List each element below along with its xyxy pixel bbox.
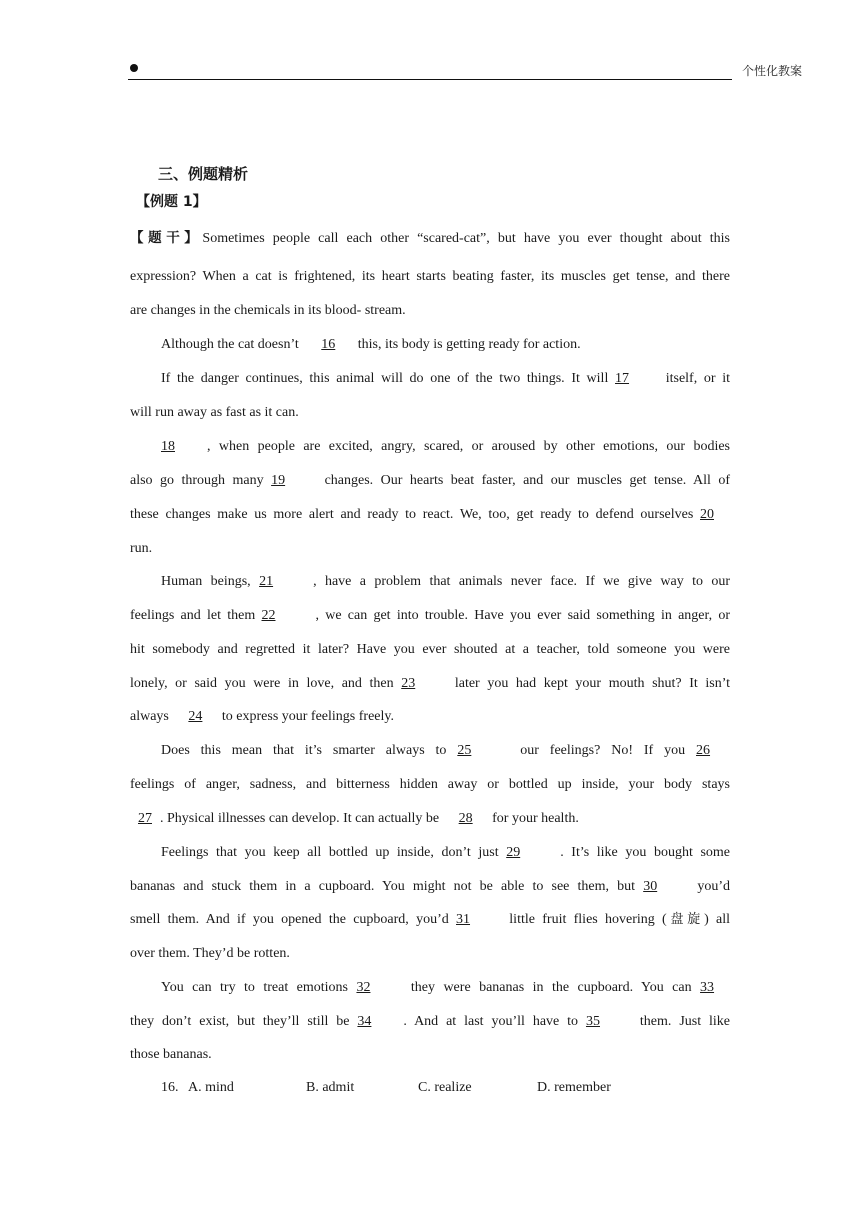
blank-27: 27: [138, 811, 152, 826]
page-header: [128, 60, 802, 82]
passage-line-25: those bananas.: [130, 1047, 212, 1062]
option-b[interactable]: B. admit: [306, 1080, 355, 1095]
bullet-dot-icon: [130, 64, 138, 72]
blank-22: 22: [261, 608, 276, 623]
section-title: 三、例题精析: [158, 165, 249, 183]
passage-line-13: hit somebody and regretted it later? Have you ever shouted at a teacher, told someone you were: [130, 642, 730, 657]
passage-line-18: 27 . Physical illnesses can develop. It can actually be 28 for your health.: [130, 810, 730, 828]
blank-16: 16: [321, 337, 336, 352]
passage-line-14: lonely, or said you were in love, and then 23 later you had kept your mouth shut? It isn’t: [130, 676, 731, 691]
passage-line-4: Although the cat doesn’t 16 this, its body is getting ready for action.: [161, 337, 581, 352]
stem-label: 【题干】: [130, 230, 203, 246]
passage-line-19: Feelings that you keep all bottled up inside, don’t just 29 . It’s like you bought some: [161, 845, 730, 860]
passage-line-9: these changes make us more alert and ready to react. We, too, get ready to defend ourselves 20: [130, 506, 730, 524]
question-16-options: [161, 1079, 721, 1097]
question-number: 16.: [161, 1080, 179, 1095]
blank-23: 23: [401, 676, 416, 691]
passage-line-22: over them. They’d be rotten.: [130, 946, 290, 961]
blank-18: 18: [161, 439, 175, 454]
blank-20: 20: [700, 507, 714, 522]
passage-line-2: expression? When a cat is frightened, its heart starts beating faster, its muscles get tense, and there: [130, 269, 730, 284]
blank-34: 34: [357, 1014, 372, 1029]
blank-28: 28: [458, 811, 473, 826]
blank-24: 24: [188, 709, 203, 724]
option-c[interactable]: C. realize: [418, 1080, 472, 1095]
blank-26: 26: [696, 743, 711, 758]
option-d[interactable]: D. remember: [537, 1080, 611, 1095]
header-rule: [128, 79, 732, 80]
blank-29: 29: [506, 845, 521, 860]
passage-line-5: If the danger continues, this animal will do one of the two things. It will 17 itself, or it: [161, 371, 731, 386]
passage-line-8: also go through many 19 changes. Our hearts beat faster, and our muscles get tense. All of: [130, 473, 731, 488]
passage-line-10: run.: [130, 541, 153, 556]
blank-35: 35: [585, 1014, 600, 1029]
passage-line-15: always 24 to express your feelings freely.: [130, 709, 394, 724]
blank-21: 21: [259, 574, 274, 589]
passage-line-24: they don’t exist, but they’ll still be 34 . And at last you’ll have to 35 them. Just like: [130, 1014, 731, 1029]
passage-line-1: 【题干】Sometimes people call each other “scared-cat”, but have you ever thought about this: [130, 230, 730, 246]
option-a[interactable]: A. mind: [188, 1080, 234, 1095]
passage-line-7: 18 , when people are excited, angry, scared, or aroused by other emotions, our bodies: [161, 439, 730, 454]
blank-33: 33: [700, 980, 715, 995]
passage-line-6: will run away as fast as it can.: [130, 405, 299, 420]
passage-line-17: feelings of anger, sadness, and bitterness hidden away or bottled up inside, your body stays: [130, 777, 730, 792]
passage-line-11: Human beings, 21 , have a problem that animals never face. If we give way to our: [161, 574, 731, 589]
blank-31: 31: [456, 912, 471, 927]
example-title: 【例题 1】: [136, 194, 207, 210]
header-title: 个性化教案: [741, 64, 802, 78]
passage-line-16: Does this mean that it’s smarter always to 25 our feelings? No! If you 26: [161, 742, 730, 760]
blank-25: 25: [457, 743, 472, 758]
passage-line-20: bananas and stuck them in a cupboard. You might not be able to see them, but 30 you’d: [130, 879, 730, 894]
blank-19: 19: [271, 473, 286, 488]
passage-line-3: are changes in the chemicals in its blood- stream.: [130, 303, 406, 318]
passage-line-12: feelings and let them 22 , we can get into trouble. Have you ever said something in anger, or: [130, 608, 731, 623]
passage-line-23: You can try to treat emotions 32 they were bananas in the cupboard. You can 33: [161, 979, 730, 997]
blank-32: 32: [356, 980, 371, 995]
blank-30: 30: [643, 879, 658, 894]
passage-line-21: smell them. And if you opened the cupboard, you’d 31 little fruit flies hovering (盘旋) all: [130, 912, 730, 927]
blank-17: 17: [615, 371, 630, 386]
